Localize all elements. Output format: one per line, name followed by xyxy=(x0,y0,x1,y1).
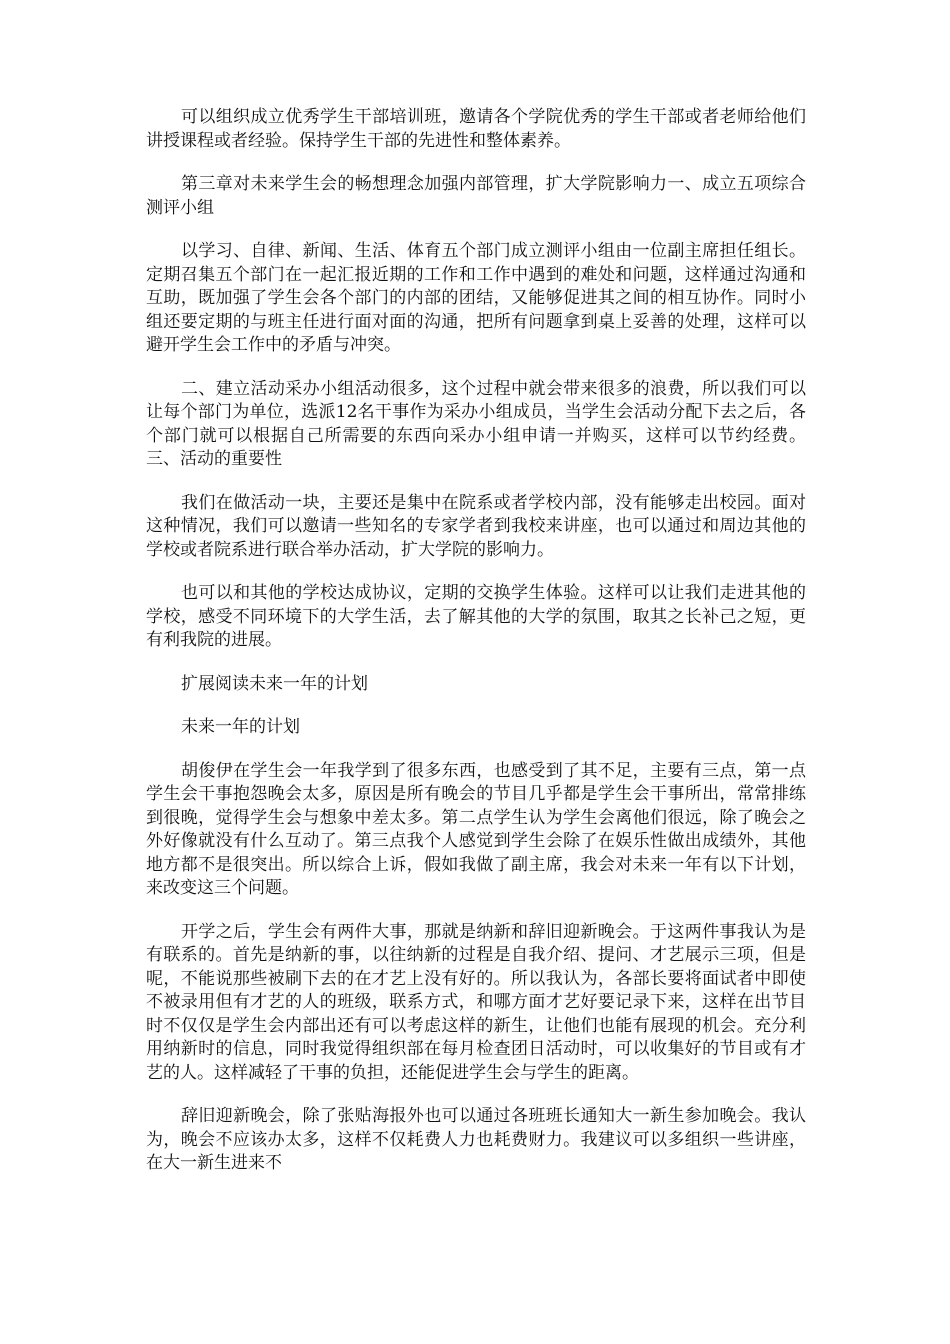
paragraph-plan-intro: 胡俊伊在学生会一年我学到了很多东西，也感受到了其不足，主要有三点，第一点学生会干事抱怨晚会太多，原因是所有晚会的节目几乎都是学生会干事所出，常常排练到很晚，觉得学生会与想象中差太多。第二点学生认为学生会离他们很远，除了晚会之外好像就没有什么互动了。第三点我个人感觉到学生会除了在娱乐性做出成绩外，其他地方都不是很突出。所以综合上诉，假如我做了副主席，我会对未来一年有以下计划，来改变这三个问题。 xyxy=(146,760,806,898)
paragraph-procurement-group: 二、建立活动采办小组活动很多，这个过程中就会带来很多的浪费，所以我们可以让每个部门为单位，选派12名干事作为采办小组成员，当学生会活动分配下去之后，各个部门就可以根据自己所需要的东西向采办小组申请一并购买，这样可以节约经费。三、活动的重要性 xyxy=(146,378,806,469)
paragraph-new-year-gala: 辞旧迎新晚会，除了张贴海报外也可以通过各班班长通知大一新生参加晚会。我认为，晚会不应该办太多，这样不仅耗费人力也耗费财力。我建议可以多组织一些讲座，在大一新生进来不 xyxy=(146,1106,806,1173)
paragraph-recruitment: 开学之后，学生会有两件大事，那就是纳新和辞旧迎新晚会。于这两件事我认为是有联系的。首先是纳新的事，以往纳新的过程是自我介绍、提问、才艺展示三项，但是呢，不能说那些被刷下去的在才艺上没有好的。所以我认为，各部长要将面试者中即使不被录用但有才艺的人的班级，联系方式，和哪方面才艺好要记录下来，这样在出节目时不仅仅是学生会内部出还有可以考虑这样的新生，让他们也能有展现的机会。充分利用纳新时的信息，同时我觉得组织部在每月检查团日活动时，可以收集好的节目或有才艺的人。这样减轻了干事的负担，还能促进学生会与学生的距离。 xyxy=(146,921,806,1083)
paragraph-cadre-training: 可以组织成立优秀学生干部培训班，邀请各个学院优秀的学生干部或者老师给他们讲授课程或者经验。保持学生干部的先进性和整体素养。 xyxy=(146,107,806,151)
paragraph-activities: 我们在做活动一块，主要还是集中在院系或者学校内部，没有能够走出校园。面对这种情况，我们可以邀请一些知名的专家学者到我校来讲座，也可以通过和周边其他的学校或者院系进行联合举办活动，扩大学院的影响力。 xyxy=(146,492,806,560)
paragraph-student-exchange: 也可以和其他的学校达成协议，定期的交换学生体验。这样可以让我们走进其他的学校，感受不同环境下的大学生活，去了解其他的大学的氛围，取其之长补己之短，更有利我院的进展。 xyxy=(146,583,806,650)
paragraph-chapter-three-heading: 第三章对未来学生会的畅想理念加强内部管理，扩大学院影响力一、成立五项综合测评小组 xyxy=(146,174,806,218)
document-body xyxy=(146,106,806,1196)
paragraph-plan-title: 未来一年的计划 xyxy=(181,717,300,737)
paragraph-extended-reading-title: 扩展阅读未来一年的计划 xyxy=(181,673,368,694)
paragraph-evaluation-group: 以学习、自律、新闻、生活、体育五个部门成立测评小组由一位副主席担任组长。定期召集五个部门在一起汇报近期的工作和工作中遇到的难处和问题，这样通过沟通和互助，既加强了学生会各个部门的内部的团结，又能够促进其之间的相互协作。同时小组还要定期的与班主任进行面对面的沟通，把所有问题拿到桌上妥善的处理，这样可以避开学生会工作中的矛盾与冲突。 xyxy=(146,241,806,355)
